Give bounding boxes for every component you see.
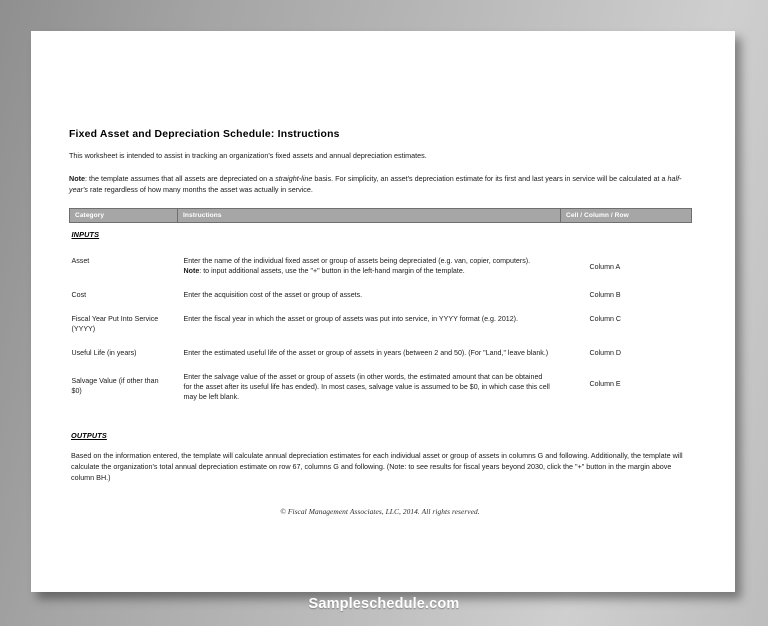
table-row	[70, 365, 692, 409]
row-reference-useful-life: Column D	[589, 349, 622, 358]
column-header-cell-column-row: Cell / Column / Row	[561, 208, 692, 222]
page-title: Fixed Asset and Depreciation Schedule: Instructions	[69, 129, 340, 140]
row-reference-cost: Column B	[589, 291, 621, 300]
row-reference-fiscal-year: Column C	[589, 315, 622, 324]
row-category-fiscal-year: Fiscal Year Put Into Service (YYYY)	[71, 315, 159, 334]
table-header	[70, 208, 692, 222]
section-label-inputs: INPUTS	[71, 229, 100, 239]
table-body	[70, 222, 692, 409]
assumptions-note	[69, 173, 691, 195]
table-row	[70, 283, 692, 307]
section-cell-inputs	[70, 222, 692, 249]
row-instruction-salvage-value: Enter the salvage value of the asset or group of assets (in other words, the estimated amount that can be obtained for the asset after its useful life has ended). In most cases, salvage value is assumed to be $0, in which case this cell may be left blank.	[183, 373, 550, 402]
intro-paragraph: This worksheet is intended to assist in tracking an organization's fixed assets and annual depreciation estimates.	[69, 151, 427, 160]
note-label: Note	[69, 174, 85, 184]
row-reference-salvage-value: Column E	[589, 380, 621, 389]
table-row	[70, 341, 692, 365]
column-header-category: Category	[70, 208, 178, 222]
table-row	[70, 249, 692, 283]
row-instruction-asset-note: : to input additional assets, use the "+" button in the left-hand margin of the template.	[199, 266, 465, 275]
row-category-asset: Asset	[71, 256, 90, 265]
section-row-inputs	[70, 222, 692, 249]
row-category-salvage-value: Salvage Value (if other than $0)	[71, 377, 159, 396]
column-header-instructions: Instructions	[178, 208, 561, 222]
note-text-1: : the template assumes that all assets are depreciated on a	[84, 174, 276, 184]
section-label-outputs: OUTPUTS	[71, 431, 107, 441]
row-instruction-asset-note-label: Note	[183, 266, 200, 275]
watermark-sampleschedule: Sampleschedule.com	[308, 596, 460, 612]
table-row	[70, 307, 692, 341]
row-instruction-asset-text: Enter the name of the individual fixed asset or group of assets being depreciated (e.g. van, copier, computers).	[183, 256, 531, 265]
instructions-table	[69, 208, 692, 410]
row-category-useful-life: Useful Life (in years)	[71, 349, 137, 358]
outputs-paragraph: Based on the information entered, the template will calculate annual depreciation estimates for each individual asset or group of assets in columns G and following. Additionally, the template will calculate the organization's total annual depreciation estimate on row 67, columns G and following. (Note: to see results for fiscal years beyond 2030, click the "+" button in the margin above column BH.)	[71, 451, 683, 483]
note-text-2: basis. For simplicity, an asset's depreciation estimate for its first and last years in service will be calculated at a	[312, 174, 668, 184]
row-instruction-useful-life: Enter the estimated useful life of the asset or group of assets in years (between 2 and 50). (For "Land," leave blank.)	[183, 349, 549, 358]
note-italic-term-1: straight-line	[275, 174, 313, 184]
row-instruction-cost: Enter the acquisition cost of the asset or group of assets.	[183, 291, 363, 300]
table-header-row	[70, 208, 692, 222]
page-content	[69, 129, 691, 516]
note-text-3: rate regardless of how many months the asset was actually in service.	[87, 185, 313, 195]
row-reference-asset: Column A	[589, 262, 621, 271]
row-instruction-fiscal-year: Enter the fiscal year in which the asset or group of assets was put into service, in YYYY format (e.g. 2012).	[183, 315, 518, 324]
row-category-cost: Cost	[71, 291, 87, 300]
note-italic-term-2: half-year's	[69, 174, 682, 195]
copyright-notice: © Fiscal Management Associates, LLC, 2014. All rights reserved.	[280, 507, 480, 517]
document-page	[31, 31, 735, 592]
row-instruction-asset	[178, 249, 561, 283]
